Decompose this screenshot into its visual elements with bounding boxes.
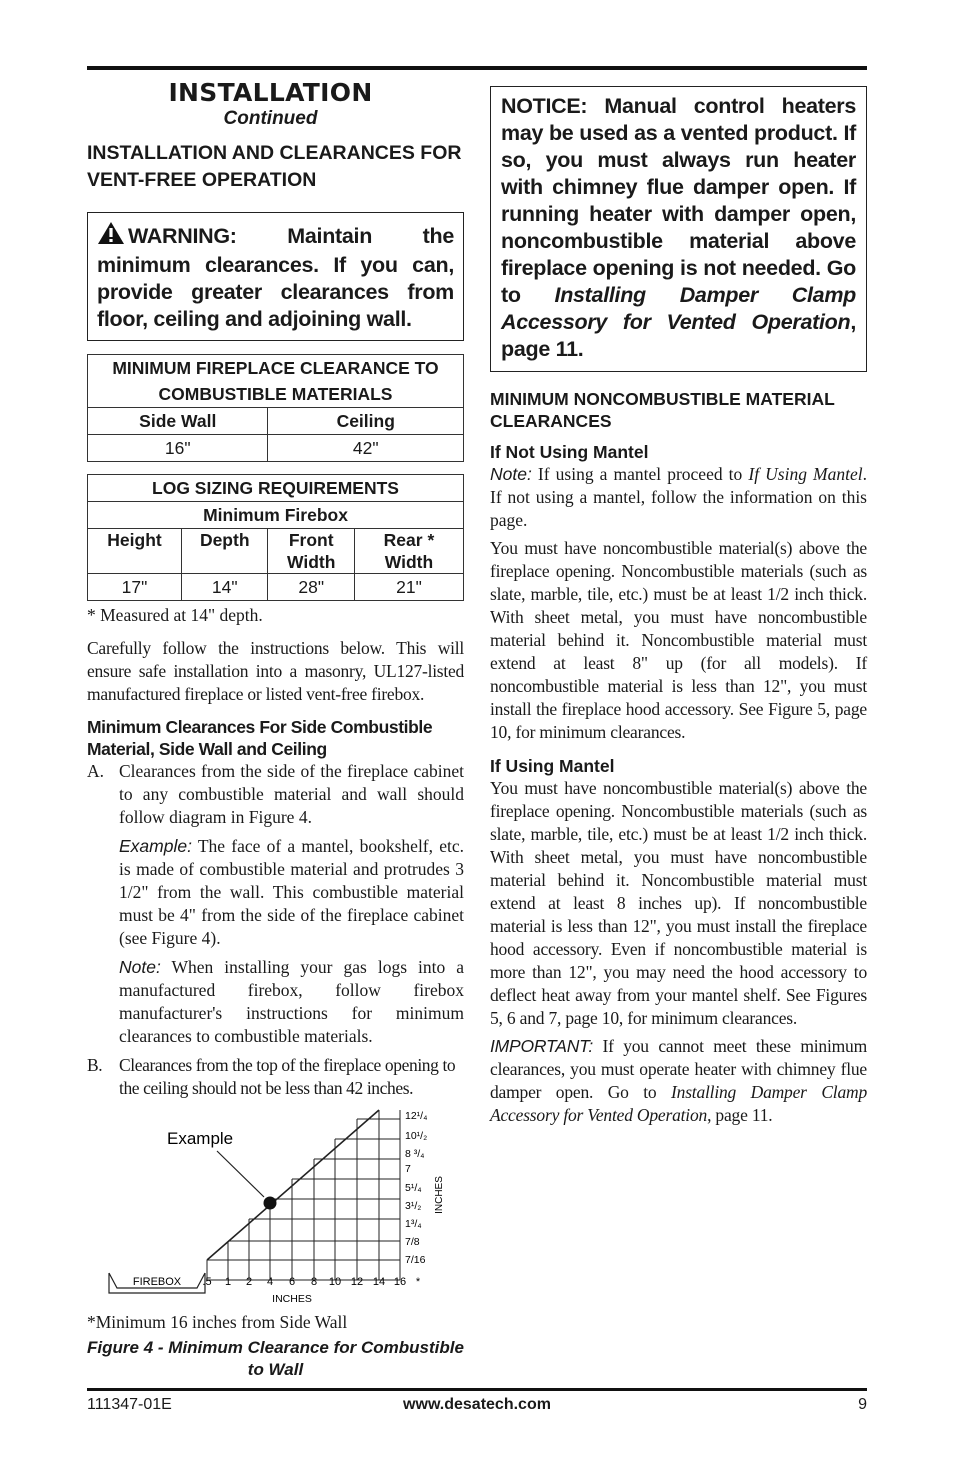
x-tick-label: * xyxy=(415,1276,421,1288)
clearance-col-side-wall: Side Wall xyxy=(88,408,268,435)
notice-tail: , page 11. xyxy=(501,310,856,361)
x-tick-label: 12 xyxy=(350,1276,364,1288)
log-col-front-width: Front Width xyxy=(268,529,354,574)
clearance-col-ceiling: Ceiling xyxy=(268,408,464,435)
warning-text: Maintain the minimum clearances. If you can, provide greater clearances from floor, ceiling and adjoining wall. xyxy=(97,224,454,331)
x-tick-label: 1 xyxy=(224,1276,232,1288)
y-tick-label: 1³/₄ xyxy=(405,1218,422,1230)
log-front-width-value: 28" xyxy=(268,574,354,601)
x-tick-label: 2 xyxy=(245,1276,253,1288)
side-clearance-heading: Minimum Clearances For Side Combustible Material, Side Wall and Ceiling xyxy=(87,717,433,759)
important-paragraph xyxy=(490,1035,867,1127)
x-tick-label: 14 xyxy=(372,1276,386,1288)
note-paragraph xyxy=(119,956,464,1048)
item-a-text: Clearances from the side of the fireplace cabinet to any combustible material and wall should follow diagram in Figure 4. xyxy=(119,761,464,827)
list-item-a xyxy=(87,760,464,1048)
y-tick-label: 7 xyxy=(405,1163,411,1175)
example-point xyxy=(264,1197,277,1210)
notice-main: NOTICE: Manual control heaters may be used as a vented product. If so, you must always run heater with chimney flue damper open. If running heater with damper open, noncombustible material above fireplace opening is not needed. Go to xyxy=(501,94,856,307)
mantel-body: You must have noncombustible material(s) above the fireplace opening. Noncombustible materials (such as slate, marble, tile, etc.) must be at least 1/2 inch thick. With sheet metal, you must have noncombustible material behind it. Noncombustible material must extend at least 8 inches up). If noncombustible material is less than 12", you must install the fireplace hood accessory. Even if noncombustible material is more than 12", you may need the hood accessory to deflect heat away from your mantel shelf. See Figures 5, 6 and 7, page 10, for minimum clearances. xyxy=(490,778,867,1028)
example-label: Example: xyxy=(119,836,192,856)
clearance-diagram xyxy=(87,1100,464,1312)
example-callout-label: Example xyxy=(167,1129,234,1148)
bottom-rule xyxy=(87,1388,867,1391)
vent-free-heading: INSTALLATION AND CLEARANCES FOR VENT-FREE OPERATION xyxy=(87,142,462,191)
y-tick-label: 7/16 xyxy=(405,1254,426,1266)
item-b-text: Clearances from the top of the fireplace opening to the ceiling should not be less than 42 inches. xyxy=(119,1055,456,1098)
y-tick-label: 12¹/₄ xyxy=(405,1110,428,1122)
y-tick-label: 5¹/₄ xyxy=(405,1182,422,1194)
noncombustible-heading: MINIMUM NONCOMBUSTIBLE MATERIAL CLEARANCES xyxy=(490,389,835,431)
notice-box xyxy=(490,86,867,372)
not-mantel-note-a: If using a mantel proceed to xyxy=(531,464,749,484)
measured-note: * Measured at 14" depth. xyxy=(87,605,263,625)
y-tick-label: 8 ³/₄ xyxy=(405,1148,425,1160)
not-mantel-note xyxy=(490,463,867,532)
list-letter-b: B. xyxy=(87,1055,103,1075)
log-col-depth: Depth xyxy=(182,529,268,574)
mantel-heading: If Using Mantel xyxy=(490,756,615,776)
x-tick-label: .5 xyxy=(202,1276,212,1288)
list-item-b xyxy=(87,1054,464,1100)
y-tick-label: 3¹/₂ xyxy=(405,1200,422,1212)
diagram-grid xyxy=(207,1110,400,1280)
log-depth-value: 14" xyxy=(182,574,268,601)
log-col-height: Height xyxy=(88,529,182,574)
section-subtitle: Continued xyxy=(223,108,318,129)
intro-paragraph: Carefully follow the instructions below. This will ensure safe installation into a masonry, UL127-listed manufactured fireplace or listed vent-free firebox. xyxy=(87,638,464,704)
log-table-title: LOG SIZING REQUIREMENTS xyxy=(88,475,464,502)
warning-icon xyxy=(97,221,125,252)
clearance-table xyxy=(87,354,464,462)
not-mantel-note-ref: If Using Mantel xyxy=(748,464,863,484)
important-label: IMPORTANT: xyxy=(490,1036,594,1056)
not-mantel-note-label: Note: xyxy=(490,464,532,484)
note-text: When installing your gas logs into a manufactured firebox, follow firebox manufacturer's instructions for minimum clearances to combustible materials. xyxy=(119,957,464,1046)
x-axis-label: INCHES xyxy=(272,1293,312,1305)
x-tick-label: 8 xyxy=(310,1276,318,1288)
not-mantel-note-b: . If not using a mantel, follow the information on this page. xyxy=(490,464,867,530)
important-b: , page 11. xyxy=(707,1105,773,1125)
x-tick-label: 10 xyxy=(328,1276,342,1288)
section-title: INSTALLATION xyxy=(168,78,373,107)
figure-footnote: *Minimum 16 inches from Side Wall xyxy=(87,1312,348,1332)
x-tick-label: 16 xyxy=(393,1276,407,1288)
left-column xyxy=(87,78,464,1100)
x-tick-label: 6 xyxy=(288,1276,296,1288)
list-letter-a: A. xyxy=(87,761,105,781)
log-rear-width-value: 21" xyxy=(354,574,463,601)
clearance-side-wall-value: 16" xyxy=(88,435,268,462)
x-tick-label: 4 xyxy=(266,1276,274,1288)
website-link[interactable]: www.desatech.com xyxy=(403,1396,551,1413)
note-label: Note: xyxy=(119,957,161,977)
log-col-rear-width: Rear * Width xyxy=(354,529,463,574)
figure-caption: Figure 4 - Minimum Clearance for Combustible to Wall xyxy=(87,1338,464,1379)
log-table-subtitle: Minimum Firebox xyxy=(88,502,464,529)
y-axis-ticks xyxy=(405,1110,427,1266)
y-axis-label: INCHES xyxy=(434,1176,445,1214)
firebox-label: FIREBOX xyxy=(132,1276,182,1288)
not-mantel-heading: If Not Using Mantel xyxy=(490,442,649,462)
warning-lead: WARNING: xyxy=(128,224,237,248)
example-text: The face of a mantel, bookshelf, etc. is made of combustible material and protrudes 3 1/2" from the wall. This combustible material must be 4" from the side of the fireplace cabinet (see Figure 4). xyxy=(119,836,464,948)
y-tick-label: 7/8 xyxy=(405,1236,420,1248)
notice-reference: Installing Damper Clamp Accessory for Vented Operation xyxy=(501,283,856,334)
log-height-value: 17" xyxy=(88,574,182,601)
part-number: 111347-01E xyxy=(87,1396,172,1413)
x-axis-ticks xyxy=(202,1276,420,1288)
important-ref: Installing Damper Clamp Accessory for Vented Operation xyxy=(490,1082,867,1125)
warning-box xyxy=(87,212,464,341)
not-mantel-body: You must have noncombustible material(s) above the fireplace opening. Noncombustible materials (such as slate, marble, tile, etc.) must be at least 1/2 inch thick. With sheet metal, you must have noncombustible material behind it. Noncombustible material must extend at least 8" up (for all models). If noncombustible material is less than 12", you must install the fireplace hood accessory. See Figure 5, page 10, for minimum clearances. xyxy=(490,538,867,742)
top-rule xyxy=(87,66,867,70)
clearance-ceiling-value: 42" xyxy=(268,435,464,462)
clearance-table-title: MINIMUM FIREPLACE CLEARANCE TO COMBUSTIBLE MATERIALS xyxy=(88,355,464,408)
example-pointer xyxy=(217,1151,264,1197)
log-sizing-table xyxy=(87,474,464,601)
important-a: If you cannot meet these minimum clearances, you must operate heater with chimney flue damper open. Go to xyxy=(490,1036,867,1102)
y-tick-label: 10¹/₂ xyxy=(405,1130,428,1142)
figure-caption-block xyxy=(87,1311,464,1381)
right-column xyxy=(490,86,867,1127)
example-paragraph xyxy=(119,835,464,950)
page-number: 9 xyxy=(858,1396,867,1413)
